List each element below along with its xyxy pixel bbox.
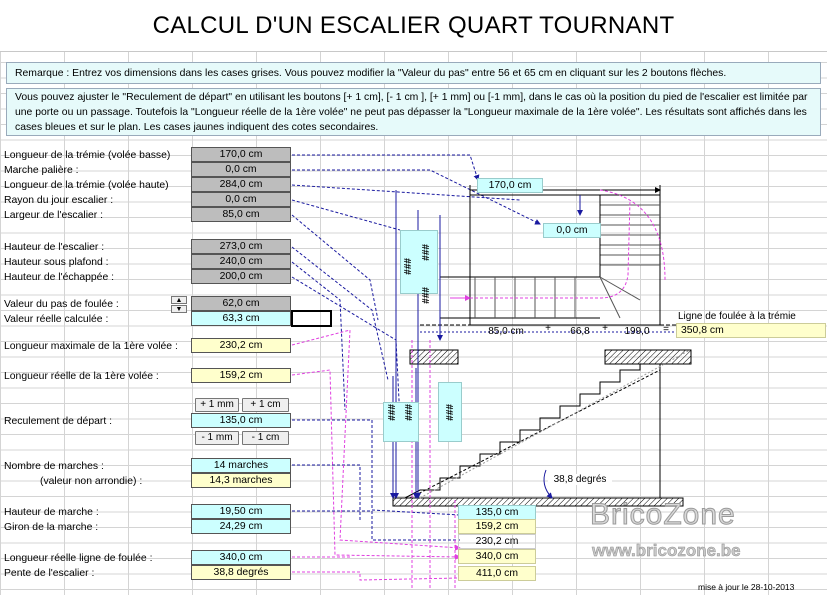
plus-1cm-button[interactable]: + 1 cm (242, 398, 289, 412)
ligne-foulee-label: Ligne de foulée à la trémie (678, 311, 796, 322)
section-hash-1: ### (387, 404, 398, 421)
input-marche-paliere[interactable]: 0,0 cm (191, 162, 291, 177)
section-hash-group (383, 372, 463, 442)
connector-line (292, 465, 360, 520)
pas-spin-up-button[interactable]: ▲ (171, 296, 187, 304)
section-hash-3: ### (445, 404, 456, 421)
remark-box-1: Remarque : Entrez vos dimensions dans les cases grises. Vous pouvez modifier la "Valeur du pas" entre 56 et 65 cm en cliquant sur les 2 boutons flèches. (6, 62, 821, 84)
connector-line (292, 262, 345, 410)
section-floor-left (410, 350, 458, 364)
result-long-max: 230,2 cm (191, 338, 291, 353)
input-largeur[interactable]: 85,0 cm (191, 207, 291, 222)
input-hauteur-plafond[interactable]: 240,0 cm (191, 254, 291, 269)
plan-hash-3: ### (421, 287, 432, 304)
page-title: CALCUL D'UN ESCALIER QUART TOURNANT (0, 0, 827, 52)
plan-dim-jour: 0,0 cm (543, 223, 601, 238)
label-largeur: Largeur de l'escalier : (4, 210, 104, 221)
label-nb-marches: Nombre de marches : (4, 461, 104, 472)
remark-box-2: Vous pouvez ajuster le "Reculement de départ" en utilisant les boutons [+ 1 cm], [- 1 cm ], [+ 1 mm] ou [-1 mm], dans le cas où la position du pied de l'escalier est limitée par une porte ou un passage. Toutefois la "Longueur réelle de la 1ère volée" ne peut pas dépasser la "Longueur maximale de la 1ère volée". Les résultats sont affichés dans les cases bleues et sur le plan. Les cases jaunes indiquent des cotes secondaires. (6, 88, 821, 136)
connector-line (292, 200, 400, 230)
result-hauteur-marche: 19,50 cm (191, 504, 291, 519)
label-tremie-haute: Longueur de la trémie (volée haute) (4, 180, 169, 191)
section-val-2: 159,2 cm (458, 519, 536, 534)
label-long-max: Longueur maximale de la 1ère volée : (4, 341, 178, 352)
result-nb-marches: 14 marches (191, 458, 291, 473)
label-ligne-foulee: Longueur réelle ligne de foulée : (4, 553, 153, 564)
section-floor-right (605, 350, 691, 364)
label-hauteur-marche: Hauteur de marche : (4, 507, 99, 518)
plan-dim-199: 199,0 (624, 326, 650, 337)
plan-dim-plus-1: + (545, 323, 551, 334)
input-tremie-basse[interactable]: 170,0 cm (191, 147, 291, 162)
plan-dim-plus-2: + (602, 323, 608, 334)
label-reculement: Reculement de départ : (4, 416, 113, 427)
label-tremie-basse: Longueur de la trémie (volée basse) (4, 150, 171, 161)
section-hash-2: ### (404, 404, 415, 421)
ligne-foulee-value: 350,8 cm (676, 323, 826, 338)
plus-1mm-button[interactable]: + 1 mm (195, 398, 239, 412)
connector-line (292, 511, 460, 540)
section-val-4: 340,0 cm (458, 549, 536, 564)
pas-spin-down-button[interactable]: ▼ (171, 305, 187, 313)
plan-hash-2: ### (421, 244, 432, 261)
plan-dim-eq: = (663, 324, 669, 335)
result-non-arrondie: 14,3 marches (191, 473, 291, 488)
plan-dim-top: 170,0 cm (477, 178, 543, 193)
result-reculement: 135,0 cm (191, 413, 291, 428)
label-non-arrondie: (valeur non arrondie) : (40, 476, 143, 487)
plan-dim-668: 66,8 (570, 326, 590, 337)
section-val-5: 411,0 cm (458, 566, 536, 581)
result-pente: 38,8 degrés (191, 565, 291, 580)
label-rayon-jour: Rayon du jour escalier : (4, 195, 114, 206)
plan-dim-85: 85,0 cm (488, 326, 524, 337)
result-pas-reel: 63,3 cm (191, 311, 291, 326)
label-pente: Pente de l'escalier : (4, 568, 95, 579)
connector-line (292, 572, 460, 580)
label-marche-paliere: Marche palière : (4, 165, 79, 176)
bricozone-logo: BricoZone (590, 498, 736, 531)
bricozone-url: www.bricozone.be (592, 541, 741, 560)
input-rayon-jour[interactable]: 0,0 cm (191, 192, 291, 207)
connector-line (292, 247, 388, 380)
input-tremie-haute[interactable]: 284,0 cm (191, 177, 291, 192)
minus-1mm-button[interactable]: - 1 mm (195, 431, 239, 445)
label-giron: Giron de la marche : (4, 522, 99, 533)
input-hauteur[interactable]: 273,0 cm (191, 239, 291, 254)
label-hauteur: Hauteur de l'escalier : (4, 242, 105, 253)
footer-update: mise à jour le 28-10-2013 (698, 582, 795, 592)
section-angle: 38,8 degrés (548, 474, 612, 485)
label-pas: Valeur du pas de foulée : (4, 299, 119, 310)
result-long-reelle: 159,2 cm (191, 368, 291, 383)
section-val-3: 230,2 cm (458, 534, 536, 549)
label-pas-reel: Valeur réelle calculée : (4, 314, 109, 325)
section-val-1: 135,0 cm (458, 505, 536, 520)
label-hauteur-plafond: Hauteur sous plafond : (4, 257, 109, 268)
minus-1cm-button[interactable]: - 1 cm (242, 431, 289, 445)
input-echappee[interactable]: 200,0 cm (191, 269, 291, 284)
plan-hash-1: ### (403, 258, 414, 275)
result-giron: 24,29 cm (191, 519, 291, 534)
label-long-reelle: Longueur réelle de la 1ère volée : (4, 371, 159, 382)
input-pas[interactable]: 62,0 cm (191, 296, 291, 311)
result-ligne-foulee: 340,0 cm (191, 550, 291, 565)
label-echappee: Hauteur de l'échappée : (4, 272, 115, 283)
connector-line (292, 155, 478, 180)
